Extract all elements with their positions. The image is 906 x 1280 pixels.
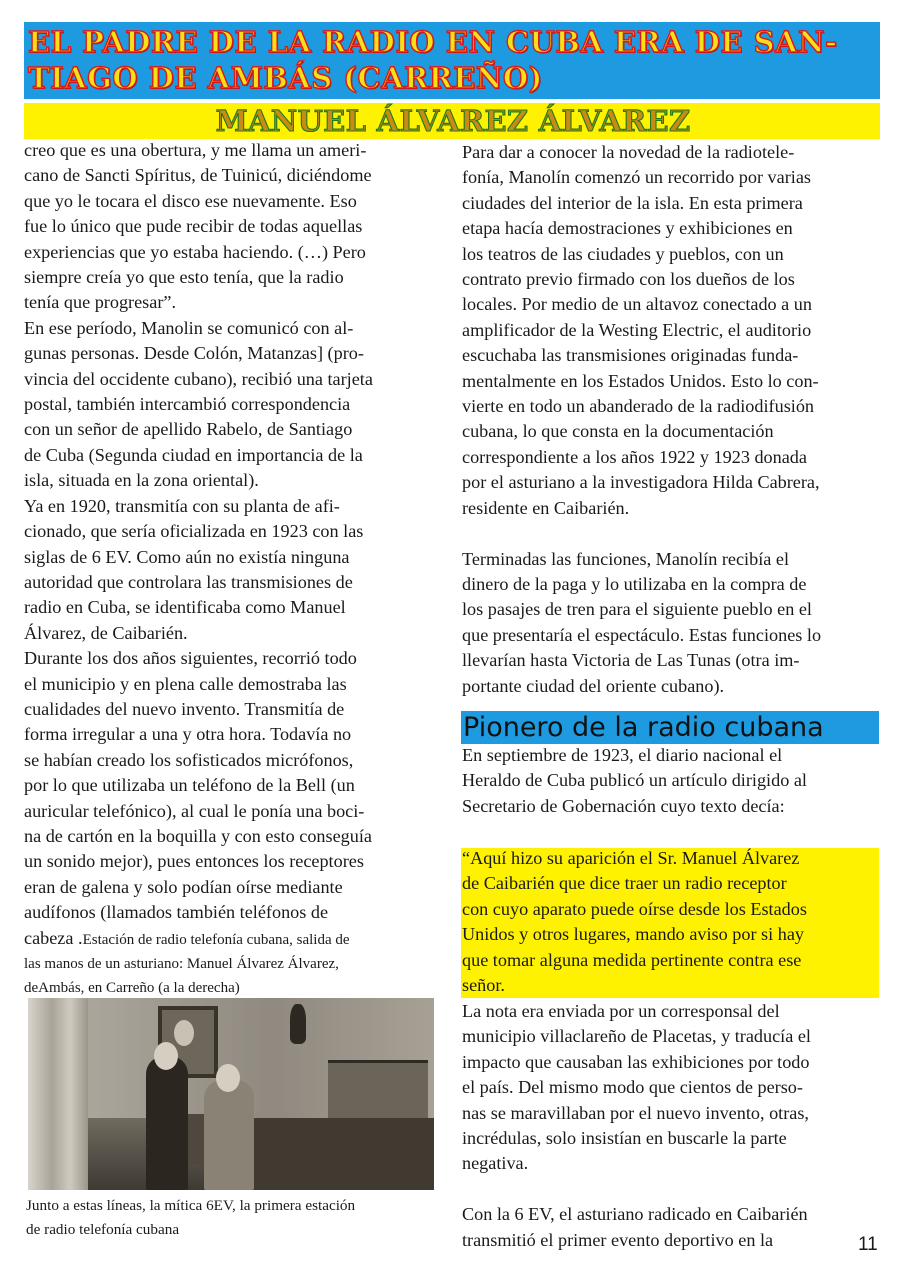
body-line: fue lo único que pude recibir de todas aquellas — [24, 216, 363, 237]
body-line: los teatros de las ciudades y pueblos, con un — [462, 243, 784, 264]
body-line: Para dar a conocer la novedad de la radiotele- — [462, 142, 795, 162]
body-line: tenía que progresar”. — [24, 292, 176, 313]
body-line: etapa hacía demostraciones y exhibiciones en — [462, 218, 793, 239]
body-line: de Cuba (Segunda ciudad en importancia de la — [24, 444, 363, 465]
body-line: por el asturiano a la investigadora Hilda Cabrera, — [462, 472, 820, 493]
body-line: siglas de 6 EV. Como aún no existía ninguna — [24, 546, 350, 567]
body-line: que yo le tocara el disco ese nuevamente. Eso — [24, 190, 357, 211]
body-line: audífonos (llamados también teléfonos de — [24, 902, 329, 923]
body-line: por lo que utilizaba un teléfono de la Bell (un — [24, 775, 355, 796]
body-line: portante ciudad del oriente cubano). — [462, 675, 725, 696]
body-line: residente en Caibarién. — [462, 497, 630, 518]
quote-text — [462, 846, 878, 998]
quote-line: “Aquí hizo su aparición el Sr. Manuel Álvarez — [462, 848, 800, 868]
photo-equipment-shelf — [328, 1060, 428, 1121]
quote-line: de Caibarién que dice traer un radio receptor — [462, 873, 787, 894]
body-line: fonía, Manolín comenzó un recorrido por varias — [462, 167, 811, 188]
page-number: 11 — [858, 1234, 878, 1255]
body-line: cionado, que sería oficializada en 1923 con las — [24, 521, 364, 542]
body-line: correspondiente a los años 1922 y 1923 donada — [462, 446, 807, 467]
blank-line — [462, 1177, 882, 1202]
body-line: locales. Por medio de un altavoz conectado a un — [462, 294, 812, 315]
body-line: postal, también intercambió correspondencia — [24, 394, 351, 415]
body-line: cano de Sancti Spíritus, de Tuinicú, diciéndome — [24, 165, 372, 186]
body-line: eran de galena y solo podían oírse mediante — [24, 876, 343, 897]
body-line: vierte en todo un abanderado de la radiodifusión — [462, 396, 815, 417]
section-body — [462, 999, 882, 1253]
page-title — [28, 24, 878, 96]
quote-line: señor. — [462, 975, 505, 996]
photo-caption — [26, 1194, 436, 1242]
body-line: siempre creía yo que esto tenía, que la radio — [24, 267, 344, 288]
title-line-2: TIAGO DE AMBÁS (CARREÑO) — [28, 61, 543, 95]
body-line: auricular telefónico), al cual le ponía una boci- — [24, 800, 365, 821]
body-line: Secretario de Gobernación cuyo texto decía: — [462, 795, 785, 816]
photo-portrait-face — [174, 1020, 194, 1046]
body-line: experiencias que yo estaba haciendo. (…) Pero — [24, 241, 366, 262]
body-line: llevarían hasta Victoria de Las Tunas (otra im- — [462, 650, 800, 671]
body-line: escuchaba las transmisiones originadas funda- — [462, 345, 799, 366]
body-line: incrédulas, solo insistían en buscarle la parte — [462, 1128, 787, 1149]
right-column-top — [462, 140, 882, 699]
body-line: nas se maravillaban por el nuevo invento, otras, — [462, 1102, 809, 1123]
body-line: transmitió el primer evento deportivo en la — [462, 1229, 774, 1250]
quote-line: con cuyo aparato puede oírse desde los Estados — [462, 898, 807, 919]
body-line: Con la 6 EV, el asturiano radicado en Caibarién — [462, 1204, 808, 1225]
body-line: cubana, lo que consta en la documentación — [462, 421, 774, 442]
caption-line: Junto a estas líneas, la mítica 6EV, la primera estación — [26, 1197, 356, 1214]
quote-line: Unidos y otros lugares, mando aviso por si hay — [462, 924, 804, 945]
lead-word: cabeza . — [24, 927, 83, 948]
body-line: el país. Del mismo modo que cientos de perso- — [462, 1077, 803, 1098]
body-line: el municipio y en plena calle demostraba las — [24, 673, 347, 694]
body-line: creo que es una obertura, y me llama un ameri- — [24, 140, 367, 160]
body-line: los pasajes de tren para el siguiente pueblo en el — [462, 599, 812, 620]
body-line: se habían creado los sofisticados micrófonos, — [24, 749, 354, 770]
body-line: Terminadas las funciones, Manolín recibía el — [462, 548, 790, 569]
caption-line: de radio telefonía cubana — [26, 1221, 180, 1238]
body-line: negativa. — [462, 1153, 529, 1174]
section-intro — [462, 743, 882, 819]
body-line: En ese período, Manolin se comunicó con al- — [24, 317, 354, 338]
photo-desk — [254, 1118, 434, 1190]
body-line: Ya en 1920, transmitía con su planta de afi- — [24, 495, 340, 516]
blank-line — [462, 521, 882, 546]
body-line: autoridad que controlara las transmisiones de — [24, 571, 353, 592]
body-line: con un señor de apellido Rabelo, de Santiago — [24, 419, 353, 440]
body-line-with-caption — [24, 926, 440, 952]
body-line: dinero de la paga y lo utilizaba en la compra de — [462, 573, 807, 594]
photo-curtain — [28, 998, 88, 1190]
body-line: que presentaría el espectáculo. Estas funciones lo — [462, 624, 822, 645]
body-line: En septiembre de 1923, el diario nacional el — [462, 745, 783, 765]
page-subtitle: MANUEL ÁLVAREZ ÁLVAREZ — [215, 104, 691, 138]
historic-radio-station-photo — [28, 998, 434, 1190]
photo-man-left — [146, 1056, 188, 1190]
section-heading: Pionero de la radio cubana — [461, 711, 879, 744]
body-line: na de cartón en la boquilla y con esto conseguía — [24, 825, 372, 846]
body-line: vincia del occidente cubano), recibió una tarjeta — [24, 368, 373, 389]
photo-man-left-head — [154, 1042, 178, 1070]
body-line: isla, situada en la zona oriental). — [24, 470, 259, 491]
body-line: radio en Cuba, se identificaba como Manuel — [24, 597, 346, 618]
photo-loudspeaker-horn — [290, 1004, 306, 1044]
body-line: forma irregular a una y otra hora. Todavía no — [24, 724, 352, 745]
photo-man-right — [204, 1080, 254, 1190]
quote-line: que tomar alguna medida pertinente contra ese — [462, 949, 802, 970]
title-line-1: EL PADRE DE LA RADIO EN CUBA ERA DE SAN- — [28, 25, 838, 59]
body-line: contrato previo firmado con los dueños de los — [462, 269, 795, 290]
body-line: impacto que causaban las exhibiciones por todo — [462, 1051, 810, 1072]
body-line: mentalmente en los Estados Unidos. Esto lo con- — [462, 370, 819, 391]
body-line: Álvarez, de Caibarién. — [24, 622, 188, 643]
body-line: municipio villaclareño de Placetas, y traducía el — [462, 1026, 811, 1047]
body-line: Durante los dos años siguientes, recorrió todo — [24, 648, 357, 669]
body-line: amplificador de la Westing Electric, el auditorio — [462, 319, 812, 340]
body-line: gunas personas. Desde Colón, Matanzas] (pro- — [24, 343, 364, 364]
photo-man-right-head — [216, 1064, 240, 1092]
body-line: un sonido mejor), pues entonces los receptores — [24, 851, 364, 872]
inline-caption-line: deAmbás, en Carreño (a la derecha) — [24, 979, 240, 996]
body-line: ciudades del interior de la isla. En esta primera — [462, 192, 803, 213]
inline-caption-part: Estación de radio telefonía cubana, salida de — [82, 931, 350, 948]
body-line: cualidades del nuevo invento. Transmitía de — [24, 698, 345, 719]
left-column — [24, 138, 440, 1000]
body-line: La nota era enviada por un corresponsal del — [462, 1001, 780, 1021]
body-line: Heraldo de Cuba publicó un artículo dirigido al — [462, 770, 807, 791]
inline-caption-line: las manos de un asturiano: Manuel Álvarez Álvarez, — [24, 955, 339, 972]
